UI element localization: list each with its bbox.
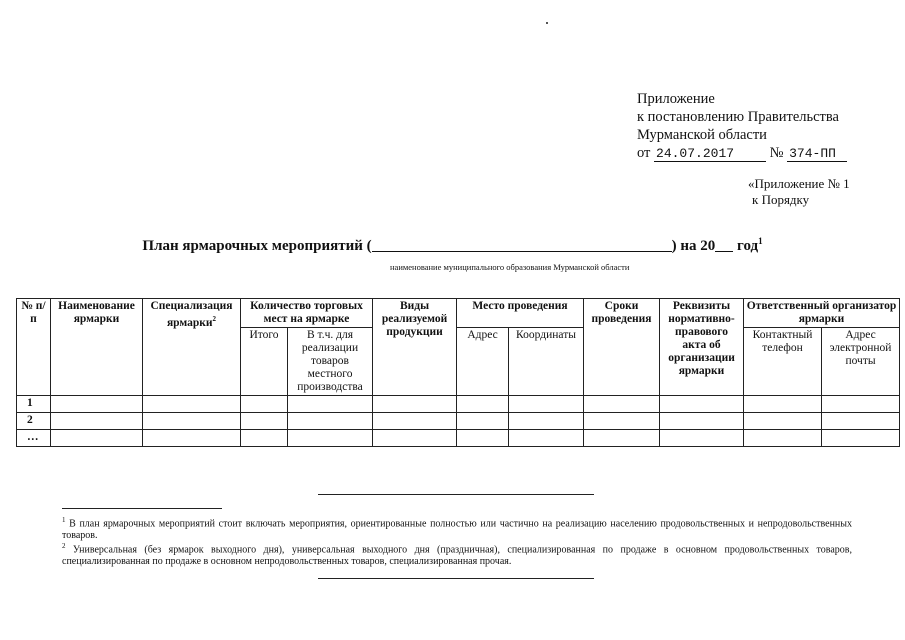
- fair-plan-table: [16, 298, 900, 447]
- row-number: 1: [17, 396, 51, 413]
- appendix-block: [637, 90, 847, 162]
- separator-line-bottom: [318, 578, 594, 579]
- header-qty-total: Итого: [241, 328, 288, 396]
- footnote-1-text: В план ярмарочных мероприятий стоит включать мероприятия, ориентированные полностью или частично на реализацию населению продовольственных и непродовольственных товаров.: [62, 518, 852, 542]
- header-products: Виды реализуемой продукции: [373, 299, 457, 396]
- footnote-separator: [62, 508, 222, 509]
- row-number: …: [17, 430, 51, 447]
- footnote-2-text: Универсальная (без ярмарок выходного дня), универсальная выходного дня (праздничная), специализированная по продаже в основном продовольственных товаров, специализированная по продаже в основном непродовольственных товаров, специализированная прочая.: [62, 544, 852, 568]
- title-part3: год: [733, 238, 759, 254]
- title-part1: План ярмарочных мероприятий (: [142, 238, 372, 254]
- header-row-1: [17, 299, 900, 328]
- scan-speck: [546, 22, 548, 24]
- table-row: [17, 413, 900, 430]
- header-name: Наименование ярмарки: [51, 299, 143, 396]
- row-number: 2: [17, 413, 51, 430]
- footnote-2: [62, 540, 852, 568]
- footnote-2-mark: 2: [62, 542, 66, 550]
- appendix-line1: Приложение: [637, 91, 715, 107]
- header-requisites: Реквизиты нормативно-правового акта об организации ярмарки: [660, 299, 744, 396]
- header-spec-text: Специализация ярмарки: [150, 300, 233, 329]
- header-organizer: Ответственный организатор ярмарки: [744, 299, 900, 328]
- document-title: [0, 236, 905, 255]
- footnote-1: [62, 514, 852, 542]
- year-blank: [715, 237, 733, 252]
- header-qty-local: В т.ч. для реализации товаров местного производства: [288, 328, 373, 396]
- header-place: Место проведения: [457, 299, 584, 328]
- separator-line: [318, 494, 594, 495]
- table-row: [17, 396, 900, 413]
- appendix-line3: Мурманской области: [637, 127, 767, 143]
- decree-number: 374-ПП: [787, 147, 847, 162]
- header-qty: Количество торговых мест на ярмарке: [241, 299, 373, 328]
- decree-date: 24.07.2017: [654, 147, 766, 162]
- municipality-blank: [372, 237, 672, 252]
- number-prefix: №: [769, 145, 784, 161]
- title-footnote-mark: 1: [758, 236, 763, 246]
- header-num: № п/п: [17, 299, 51, 396]
- header-spec-mark: 2: [212, 315, 217, 323]
- header-coords: Координаты: [509, 328, 584, 396]
- header-spec: [143, 299, 241, 396]
- date-prefix: от: [637, 145, 651, 161]
- header-email: Адрес электронной почты: [822, 328, 900, 396]
- appendix2-block: [748, 176, 850, 208]
- header-phone: Контактный телефон: [744, 328, 822, 396]
- header-dates: Сроки проведения: [584, 299, 660, 396]
- header-address: Адрес: [457, 328, 509, 396]
- appendix2-line2: к Порядку: [752, 192, 810, 207]
- appendix2-line1: «Приложение № 1: [748, 176, 850, 191]
- appendix-line2: к постановлению Правительства: [637, 109, 839, 125]
- title-subtitle: наименование муниципального образования Мурманской области: [390, 262, 630, 272]
- table-row: [17, 430, 900, 447]
- footnote-1-mark: 1: [62, 516, 66, 524]
- title-part2: ) на 20: [671, 238, 716, 254]
- appendix-date-line: [637, 144, 847, 162]
